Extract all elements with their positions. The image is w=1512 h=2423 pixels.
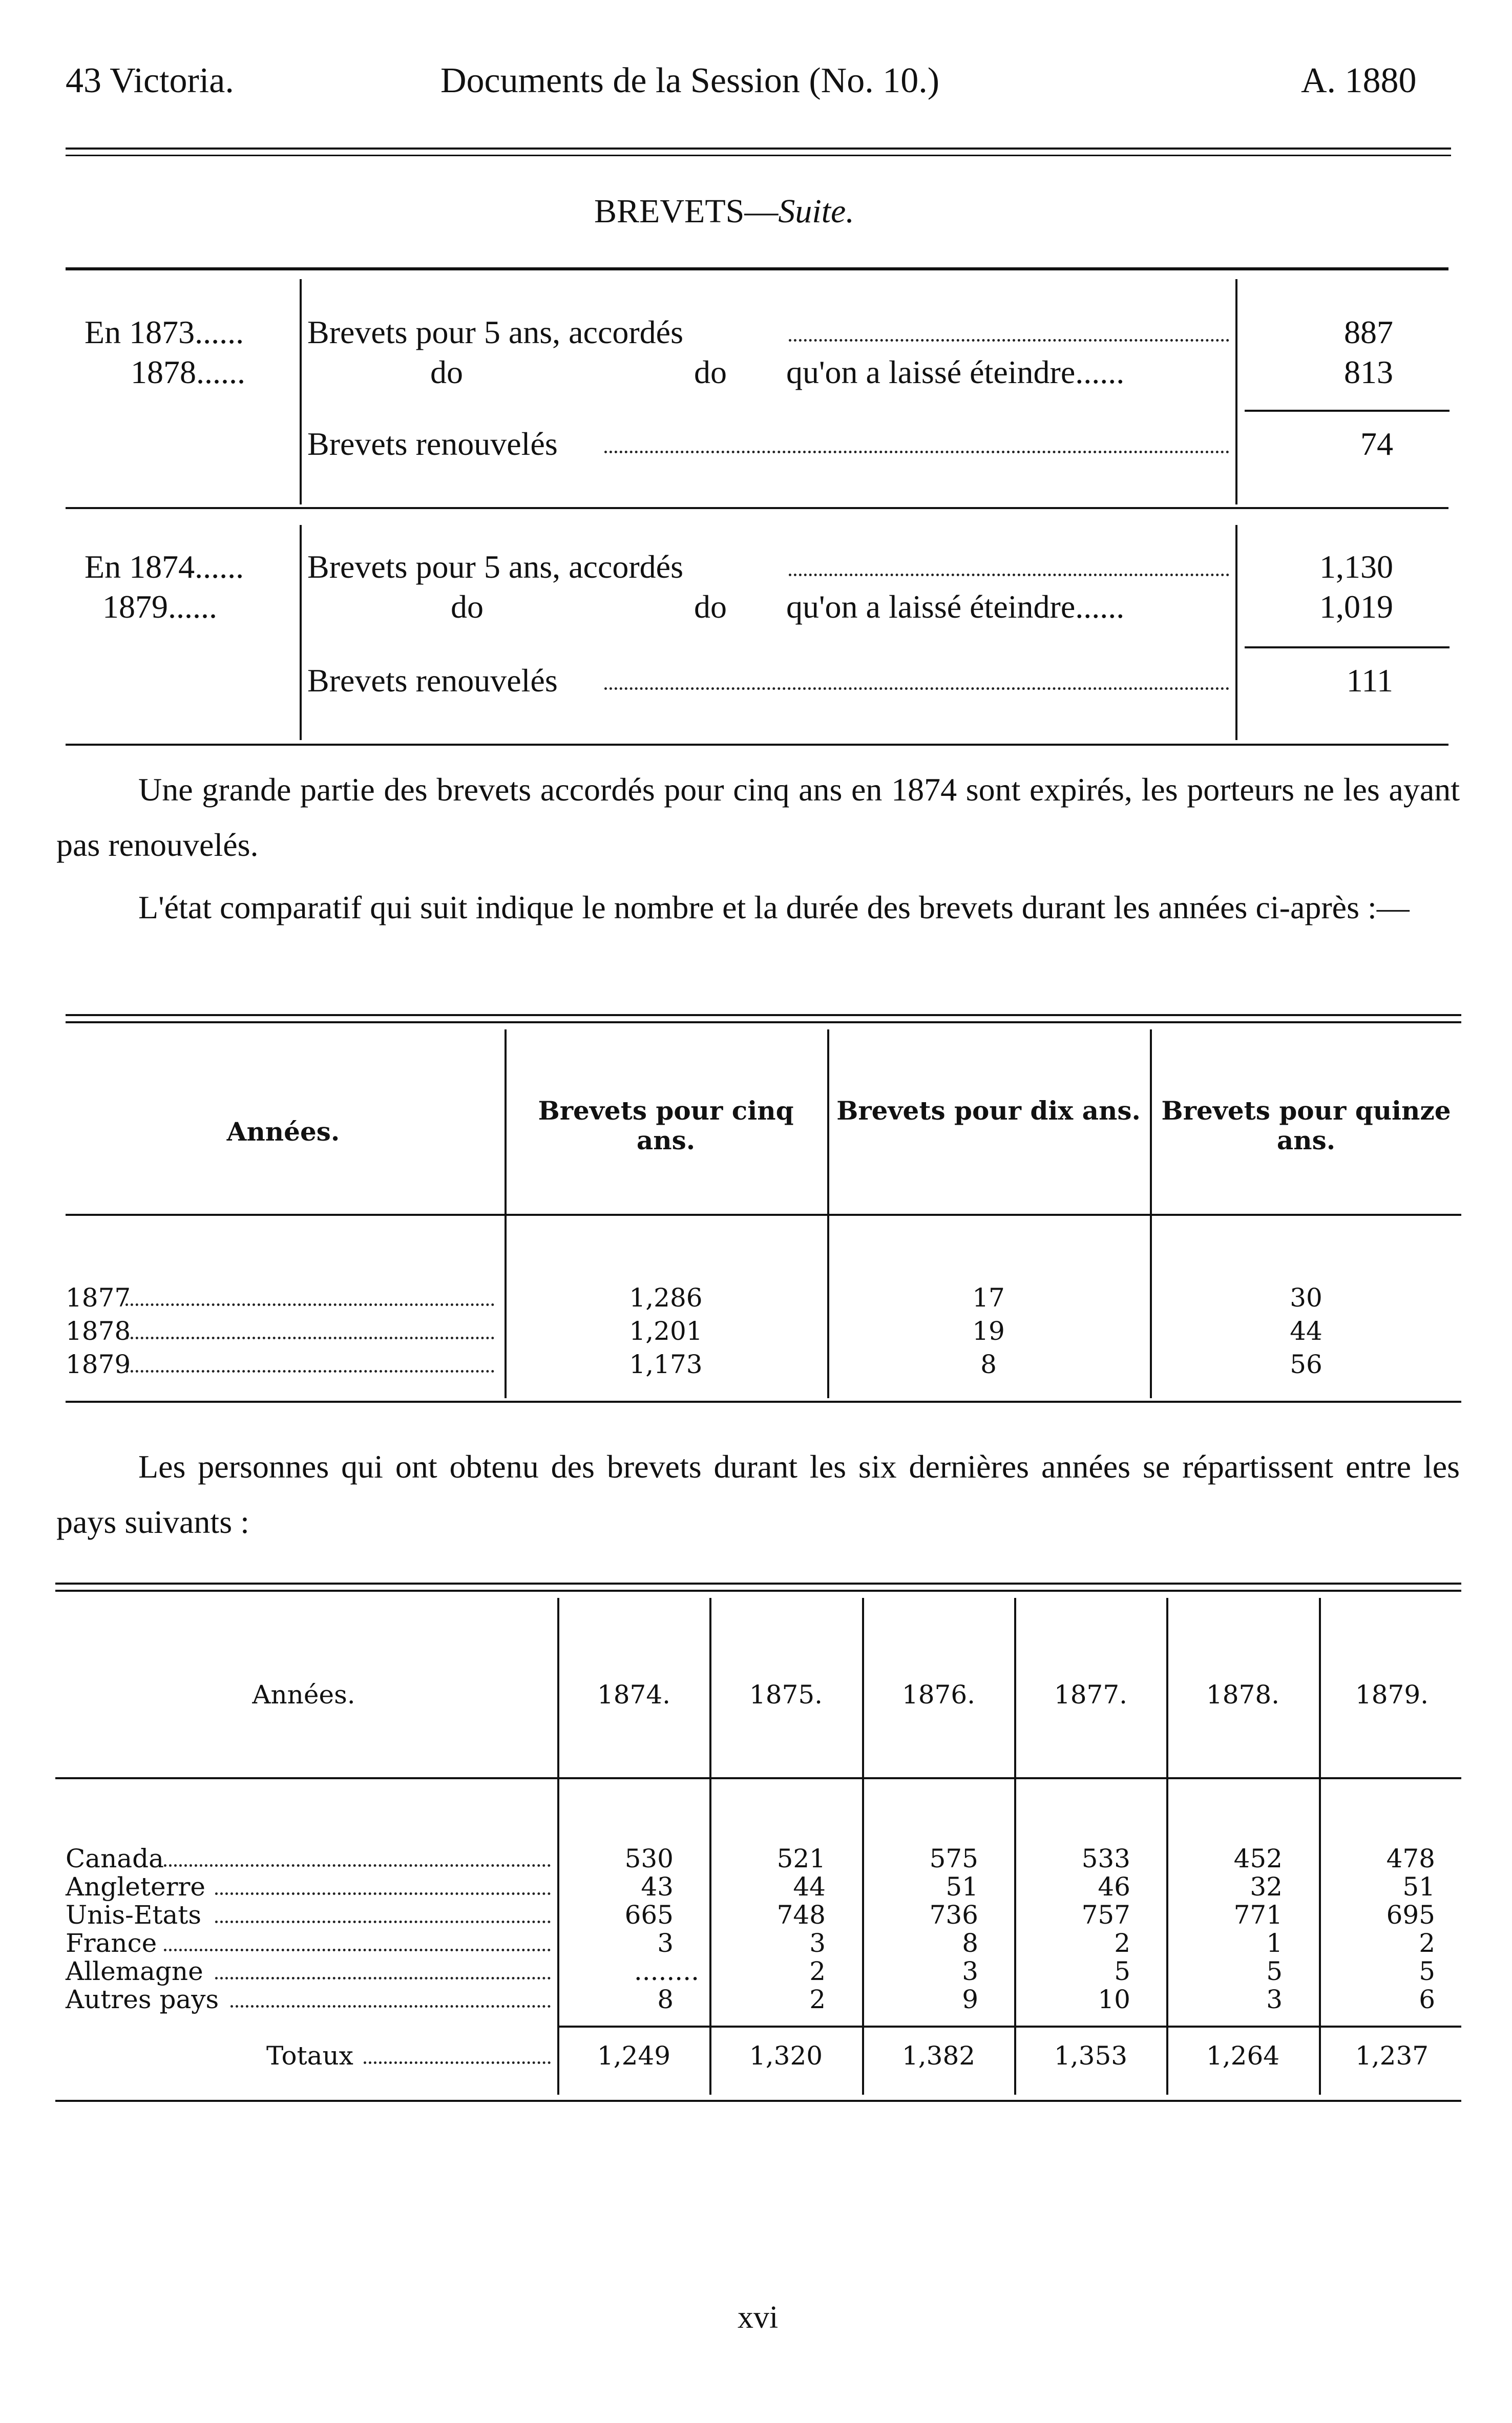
country-label: Allemagne [66, 1956, 203, 1986]
section-title [594, 192, 854, 231]
country-leader [215, 1921, 551, 1923]
country-cell: 43 [641, 1872, 674, 1902]
duration-leader-1878 [125, 1337, 494, 1339]
duration-row-1878-ten: 19 [972, 1316, 1005, 1346]
block1-leader-3 [604, 451, 1229, 453]
block1-leader-1 [789, 339, 1229, 342]
country-cell: 3 [657, 1928, 674, 1958]
totals-1874: 1,249 [597, 2041, 671, 2071]
country-header-rule [55, 1777, 1461, 1779]
country-vline-4 [1014, 1598, 1016, 2095]
block2-do-1: do [451, 588, 484, 625]
country-cell: 478 [1386, 1844, 1435, 1873]
country-cell: 2 [809, 1956, 826, 1986]
country-cell: 533 [1081, 1844, 1130, 1873]
country-cell: 6 [1419, 1985, 1435, 2014]
country-cell: 8 [657, 1985, 674, 2014]
block1-vline-left [300, 279, 302, 504]
totals-1876: 1,382 [901, 2041, 976, 2071]
duration-row-1878-year: 1878 [66, 1316, 131, 1346]
country-cell: 665 [624, 1900, 674, 1930]
duration-header-fifteen: Brevets pour quinze ans. [1161, 1095, 1451, 1155]
duration-row-1878-fifteen: 44 [1290, 1316, 1322, 1346]
country-cell: 3 [1266, 1985, 1283, 2014]
duration-row-1879-ten: 8 [980, 1350, 997, 1379]
block2-renewed-value: 111 [1346, 662, 1393, 699]
country-label: Canada [66, 1844, 164, 1873]
country-leader [230, 2005, 551, 2008]
country-bottom-rule [55, 2100, 1461, 2102]
header-right: A. 1880 [1301, 61, 1417, 100]
block2-leader-1 [789, 574, 1229, 576]
block2-label-1: Brevets pour 5 ans, accordés [307, 549, 683, 585]
totals-leader [364, 2061, 551, 2064]
country-label: France [66, 1928, 157, 1958]
block1-do-2: do [694, 354, 727, 390]
header-center: Documents de la Session (No. 10.) [440, 61, 940, 100]
block2-vline-left [300, 525, 302, 740]
duration-row-1877-ten: 17 [972, 1283, 1005, 1313]
duration-header-five: Brevets pour cinq ans. [538, 1095, 794, 1155]
block1-renewed-value: 74 [1360, 426, 1393, 462]
paragraph-2: L'état comparatif qui suit indique le nombre et la durée des brevets durant les années ci-après :— [138, 889, 1410, 925]
duration-row-1879-year: 1879 [66, 1350, 131, 1379]
block1-top-rule [66, 267, 1448, 270]
country-label: Autres pays [66, 1985, 219, 2014]
block2-leader-3 [604, 687, 1229, 690]
country-header-1877: 1877. [1054, 1680, 1128, 1710]
country-cell: 530 [624, 1844, 674, 1873]
block1-value-2: 813 [1344, 354, 1393, 390]
country-cell: 9 [962, 1985, 978, 2014]
country-cell: 521 [776, 1844, 826, 1873]
block2-year-1: En 1874...... [85, 549, 244, 585]
block2-sum-rule [1245, 646, 1450, 648]
block1-sum-rule [1245, 410, 1450, 412]
block2-value-1: 1,130 [1319, 549, 1393, 585]
totals-1879: 1,237 [1355, 2041, 1429, 2071]
block-divider-rule [66, 507, 1448, 509]
duration-header-rule [66, 1214, 1461, 1216]
duration-leader-1877 [125, 1303, 494, 1306]
country-vline-6 [1319, 1598, 1321, 2095]
country-header-1876: 1876. [901, 1680, 976, 1710]
duration-table-top-rule [66, 1014, 1461, 1016]
duration-row-1879-five: 1,173 [629, 1350, 703, 1379]
block1-label-1: Brevets pour 5 ans, accordés [307, 314, 683, 350]
block1-year-2: 1878...... [131, 354, 245, 390]
country-cell: 5 [1419, 1956, 1435, 1986]
section-title-main: BREVETS— [594, 193, 779, 230]
duration-leader-1879 [125, 1370, 494, 1373]
duration-row-1877-year: 1877 [66, 1283, 131, 1313]
country-cell: 771 [1233, 1900, 1283, 1930]
block2-year-2: 1879...... [102, 588, 217, 625]
duration-table-top-rule-2 [66, 1021, 1461, 1023]
block2-value-2: 1,019 [1319, 588, 1393, 625]
totals-1878: 1,264 [1206, 2041, 1280, 2071]
paragraph-3: Les personnes qui ont obtenu des brevets durant les six dernières années se répartissent entre les pays suivants : [56, 1448, 1460, 1540]
country-cell: 51 [1402, 1872, 1435, 1902]
country-label: Angleterre [66, 1872, 205, 1902]
block1-value-1: 887 [1344, 314, 1393, 350]
country-cell: 2 [1419, 1928, 1435, 1958]
country-cell: 46 [1098, 1872, 1130, 1902]
country-header-1875: 1875. [749, 1680, 823, 1710]
country-vline-3 [862, 1598, 864, 2095]
block1-year-1: En 1873...... [85, 314, 244, 350]
country-cell: 748 [776, 1900, 826, 1930]
country-label: Unis-Etats [66, 1900, 202, 1930]
country-cell: 736 [929, 1900, 978, 1930]
country-leader [215, 1977, 551, 1979]
totals-rule [557, 2026, 1461, 2028]
block1-vline-right [1235, 279, 1237, 504]
country-cell: 2 [809, 1985, 826, 2014]
totals-label: Totaux [266, 2041, 353, 2071]
duration-header-years: Années. [226, 1116, 340, 1147]
duration-header-ten: Brevets pour dix ans. [836, 1095, 1141, 1126]
country-cell: 10 [1098, 1985, 1130, 2014]
country-header-1874: 1874. [597, 1680, 671, 1710]
country-cell: 2 [1114, 1928, 1130, 1958]
country-header-1879: 1879. [1355, 1680, 1429, 1710]
header-left: 43 Victoria. [66, 61, 234, 100]
country-cell: 3 [809, 1928, 826, 1958]
country-table-top-rule [55, 1583, 1461, 1585]
country-cell: ........ [634, 1956, 699, 1986]
country-vline-2 [709, 1598, 711, 2095]
duration-row-1879-fifteen: 56 [1290, 1350, 1322, 1379]
block1-label-2: qu'on a laissé éteindre...... [786, 354, 1125, 390]
country-cell: 757 [1081, 1900, 1130, 1930]
country-cell: 452 [1233, 1844, 1283, 1873]
paragraph-1: Une grande partie des brevets accordés pour cinq ans en 1874 sont expirés, les porteurs ne les ayant pas renouvelés. [56, 771, 1460, 863]
duration-row-1877-fifteen: 30 [1290, 1283, 1322, 1313]
page-number: xvi [738, 2300, 779, 2335]
totals-1875: 1,320 [749, 2041, 823, 2071]
country-vline-5 [1166, 1598, 1168, 2095]
totals-1877: 1,353 [1054, 2041, 1128, 2071]
header-rule [66, 148, 1451, 150]
country-vline-1 [557, 1598, 559, 2095]
country-cell: 44 [793, 1872, 826, 1902]
country-cell: 5 [1266, 1956, 1283, 1986]
duration-row-1877-five: 1,286 [629, 1283, 703, 1313]
country-cell: 575 [929, 1844, 978, 1873]
section-title-italic: Suite. [778, 193, 854, 230]
block2-do-2: do [694, 588, 727, 625]
country-leader [164, 1864, 551, 1867]
country-table-top-rule-2 [55, 1590, 1461, 1592]
country-cell: 1 [1266, 1928, 1283, 1958]
block1-do-1: do [430, 354, 463, 390]
block2-label-2: qu'on a laissé éteindre...... [786, 588, 1125, 625]
country-header-years: Années. [252, 1680, 355, 1710]
country-cell: 51 [946, 1872, 978, 1902]
country-leader [215, 1892, 551, 1895]
duration-bottom-rule [66, 1401, 1461, 1403]
country-header-1878: 1878. [1206, 1680, 1280, 1710]
country-cell: 5 [1114, 1956, 1130, 1986]
duration-row-1878-five: 1,201 [629, 1316, 703, 1346]
country-leader [164, 1949, 551, 1951]
country-cell: 695 [1386, 1900, 1435, 1930]
country-cell: 3 [962, 1956, 978, 1986]
country-cell: 32 [1250, 1872, 1283, 1902]
block2-bottom-rule [66, 744, 1448, 746]
block1-renewed-label: Brevets renouvelés [307, 426, 558, 462]
block2-renewed-label: Brevets renouvelés [307, 662, 558, 699]
block2-vline-right [1235, 525, 1237, 740]
header-rule-2 [66, 155, 1451, 156]
country-cell: 8 [962, 1928, 978, 1958]
